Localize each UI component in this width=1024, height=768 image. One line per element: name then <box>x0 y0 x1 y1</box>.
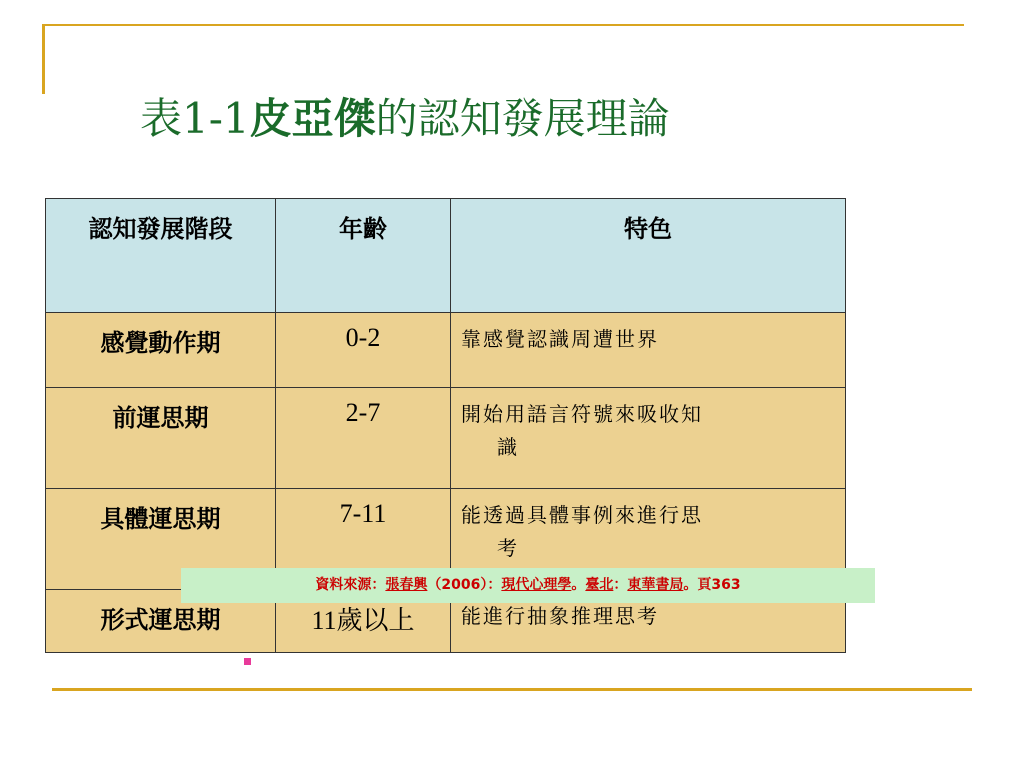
source-author: 張春興 <box>385 577 428 593</box>
source-year: （2006）： <box>427 577 502 593</box>
source-citation-banner <box>181 568 875 603</box>
age-cell: 2-7 <box>276 388 451 489</box>
age-cell: 7-11 <box>276 489 451 590</box>
header-feature: 特色 <box>451 199 846 313</box>
decorative-bottom-line <box>52 688 972 691</box>
source-sep: 。 <box>571 577 586 593</box>
age-cell: 11歲以上 <box>276 590 451 653</box>
feature-text: 開始用語言符號來吸收知 <box>461 402 703 426</box>
header-age: 年齡 <box>276 199 451 313</box>
table-row <box>46 313 846 388</box>
feature-text-wrap: 考 <box>497 536 519 560</box>
stage-cell: 形式運思期 <box>46 590 276 653</box>
decorative-vertical-line <box>42 24 45 94</box>
source-colon: ： <box>613 577 628 593</box>
source-publisher: 東華書局 <box>627 577 684 593</box>
decorative-top-line <box>42 24 964 26</box>
stage-cell: 具體運思期 <box>46 489 276 590</box>
table-header-row <box>46 199 846 313</box>
title-suffix: 的認知發展理論 <box>375 94 670 143</box>
stage-cell: 感覺動作期 <box>46 313 276 388</box>
title-name: 皮亞傑 <box>249 94 376 143</box>
source-book: 現代心理學 <box>501 577 572 593</box>
feature-text: 能進行抽象推理思考 <box>461 604 659 628</box>
source-city: 臺北 <box>585 577 614 593</box>
feature-text: 能透過具體事例來進行思 <box>461 503 703 527</box>
title-prefix: 表1-1 <box>140 94 250 143</box>
source-label: 資料來源： <box>315 577 386 593</box>
slide-title <box>140 94 670 144</box>
table-row <box>46 388 846 489</box>
feature-text-wrap: 識 <box>497 435 519 459</box>
age-cell: 0-2 <box>276 313 451 388</box>
header-stage: 認知發展階段 <box>46 199 276 313</box>
stage-cell: 前運思期 <box>46 388 276 489</box>
source-page: 。頁363 <box>683 577 741 593</box>
feature-cell <box>451 313 846 388</box>
bullet-marker <box>244 658 251 665</box>
feature-cell <box>451 388 846 489</box>
feature-text: 靠感覺認識周遭世界 <box>461 327 659 351</box>
